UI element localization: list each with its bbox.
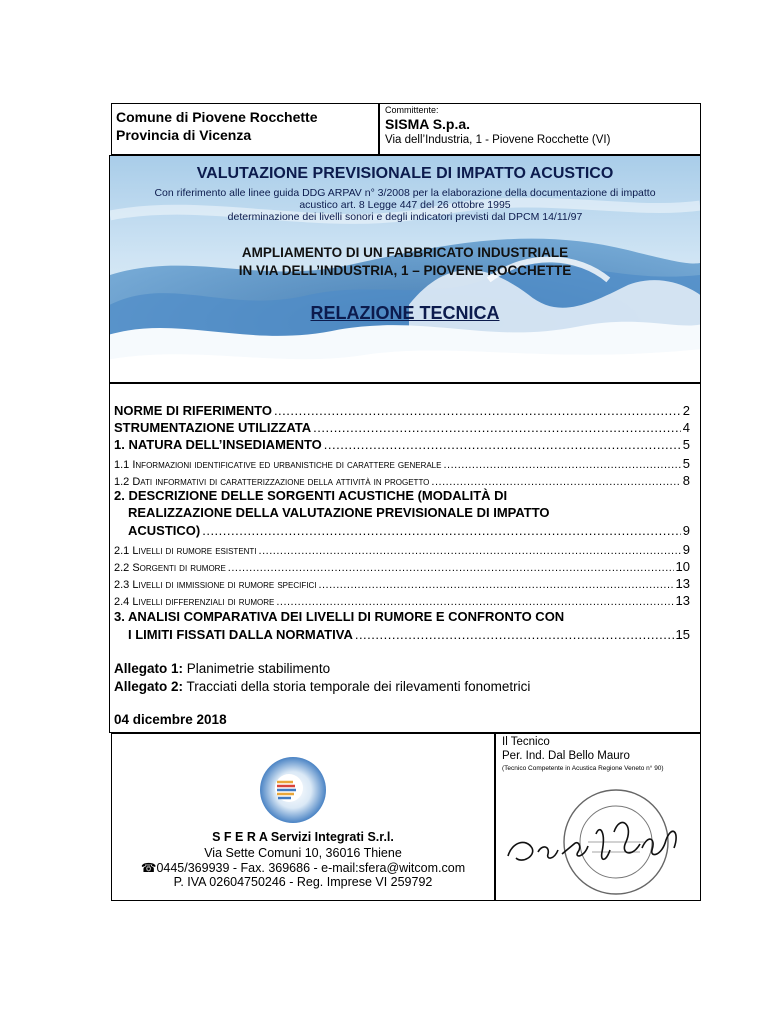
toc-entry-strumentazione[interactable]: STRUMENTAZIONE UTILIZZATA ..... 4 [114, 420, 690, 435]
tecnico-label: Il Tecnico [502, 736, 550, 748]
tecnico-box [495, 733, 701, 901]
toc-section-2-line-1: 2. DESCRIZIONE DELLE SORGENTI ACUSTICHE (MODALITÀ DI [114, 488, 508, 503]
sfera-company-box [111, 733, 495, 901]
reference-line-3: determinazione dei livelli sonori e degli indicatori previsti dal DPCM 14/11/97 [227, 211, 583, 223]
comune-header [111, 103, 379, 155]
committente-header [379, 103, 701, 155]
toc-entry-section-3[interactable]: I LIMITI FISSATI DALLA NORMATIVA ..... 15 [128, 627, 690, 642]
sfera-contacts: ☎0445/369939 - Fax. 369686 - e-mail:sfera@witcom.com [140, 861, 466, 875]
title-block [109, 155, 701, 383]
toc-section-3-line-1: 3. ANALISI COMPARATIVA DEI LIVELLI DI RUMORE E CONFRONTO CON [114, 609, 565, 624]
tecnico-note: (Tecnico Competente in Acustica Regione Veneto n° 90) [502, 765, 664, 772]
toc-entry-norme[interactable]: NORME DI RIFERIMENTO ..... 2 [114, 403, 690, 418]
toc-entry-section-2-3[interactable]: 2.3 Livelli di immissione di rumore specifici ..... 13 [114, 576, 690, 591]
allegato-1: Allegato 1: Planimetrie stabilimento [114, 661, 331, 676]
project-line-2: IN VIA DELL’INDUSTRIA, 1 – PIOVENE ROCCHETTE [238, 263, 572, 278]
committente-label: Committente: [385, 105, 439, 115]
provincia-name: Provincia di Vicenza [116, 127, 252, 143]
committente-address: Via dell’Industria, 1 - Piovene Rocchette (VI) [385, 134, 611, 146]
project-line-1: AMPLIAMENTO DI UN FABBRICATO INDUSTRIALE [241, 245, 569, 260]
sfera-company-name: S F E R A Servizi Integrati S.r.l. [212, 830, 394, 844]
report-title: RELAZIONE TECNICA [310, 303, 500, 323]
main-title: VALUTAZIONE PREVISIONALE DI IMPATTO ACUSTICO [196, 165, 614, 182]
toc-entry-section-1-1[interactable]: 1.1 Informazioni identificative ed urbanistiche di carattere generale ..... 5 [114, 456, 690, 471]
reference-line-2: acustico art. 8 Legge 447 del 26 ottobre 1995 [299, 199, 511, 211]
allegato-2: Allegato 2: Tracciati della storia temporale dei rilevamenti fonometrici [114, 679, 531, 694]
comune-name: Comune di Piovene Rocchette [116, 109, 318, 125]
tecnico-name: Per. Ind. Dal Bello Mauro [502, 750, 630, 762]
toc-entry-section-2-2[interactable]: 2.2 Sorgenti di rumore ..... 10 [114, 559, 690, 574]
toc-entry-section-2-1[interactable]: 2.1 Livelli di rumore esistenti ..... 9 [114, 542, 690, 557]
sfera-logo-icon [259, 756, 327, 824]
document-date: 04 dicembre 2018 [114, 712, 227, 727]
toc-entry-section-2-4[interactable]: 2.4 Livelli differenziali di rumore ..... 13 [114, 593, 690, 608]
committente-name: SISMA S.p.a. [385, 116, 471, 132]
reference-line-1: Con riferimento alle linee guida DDG ARPAV n° 3/2008 per la elaborazione della documentazione di impatto [154, 187, 656, 199]
sfera-registry: P. IVA 02604750246 - Reg. Imprese VI 259792 [173, 875, 433, 889]
toc-entry-section-1-2[interactable]: 1.2 Dati informativi di caratterizzazione della attività in progetto ..... 8 [114, 473, 690, 488]
toc-entry-section-1[interactable]: 1. NATURA DELL’INSEDIAMENTO ..... 5 [114, 437, 690, 452]
signature-icon [502, 804, 702, 884]
toc-section-2-line-2: REALIZZAZIONE DELLA VALUTAZIONE PREVISIONALE DI IMPATTO [128, 505, 550, 520]
sfera-address: Via Sette Comuni 10, 36016 Thiene [204, 846, 402, 860]
toc-entry-section-2[interactable]: ACUSTICO) ..... 9 [128, 523, 690, 538]
